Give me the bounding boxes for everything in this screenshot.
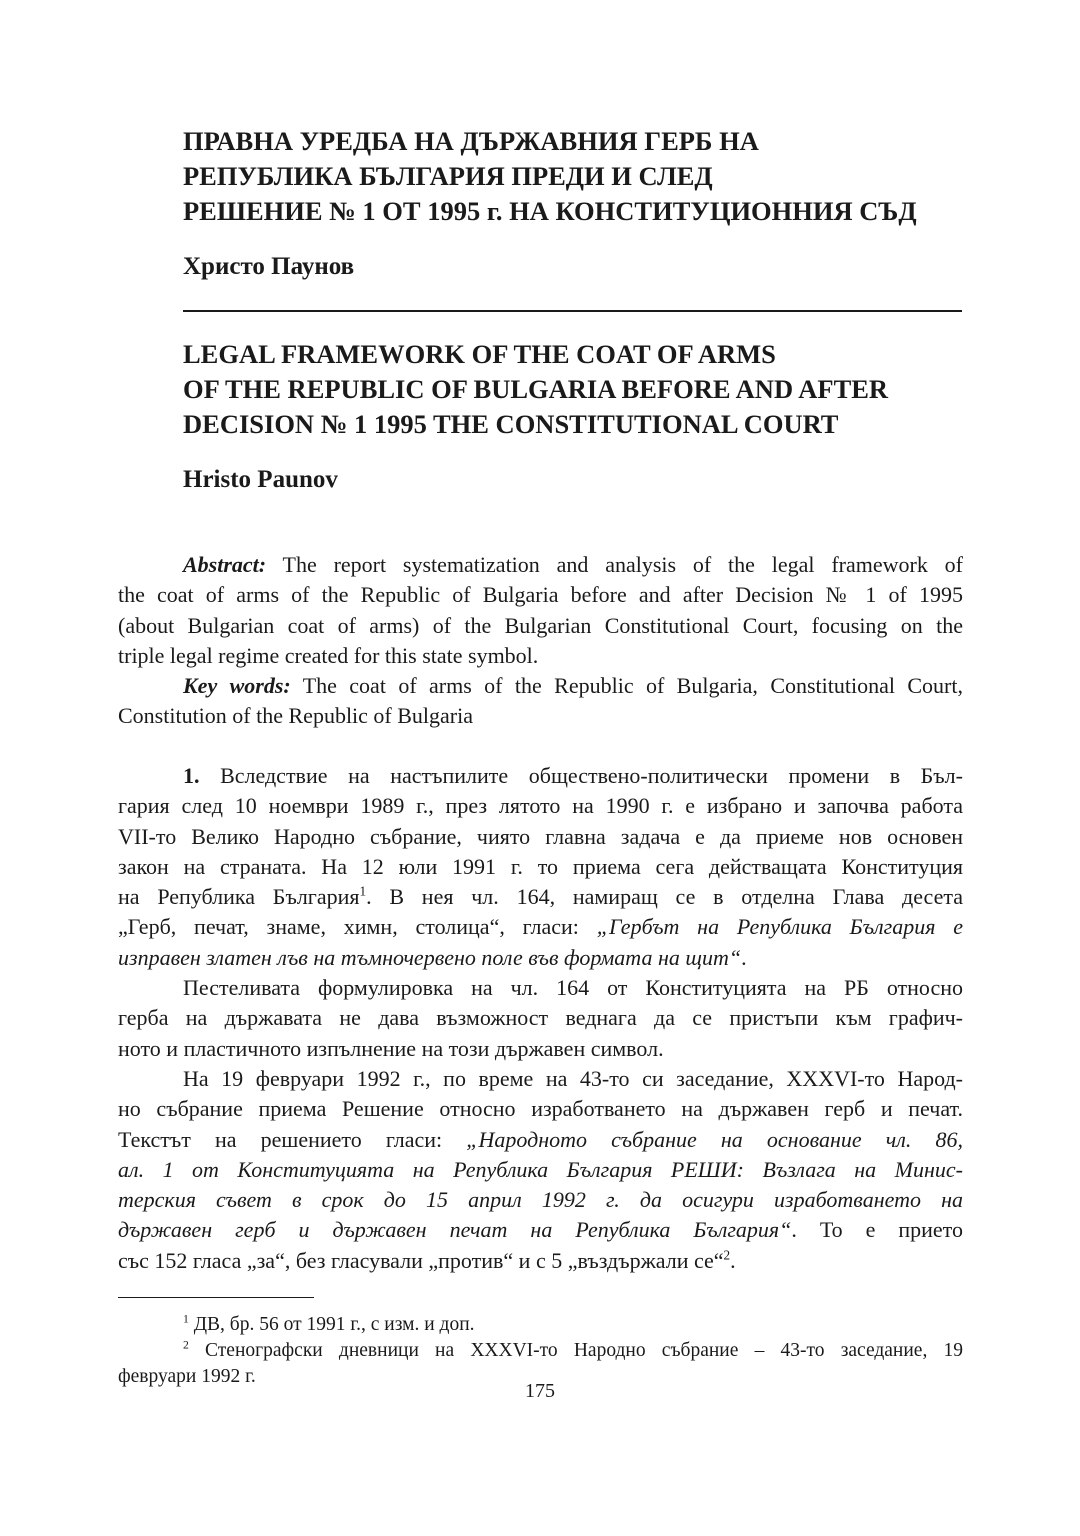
body-line: VII-то Велико Народно събрание, чиято главна задача е да приеме нов основен (118, 823, 963, 849)
author-bulgarian: Христо Паунов (183, 253, 355, 280)
body-line: Пестеливата формулировка на чл. 164 от Конституцията на РБ относно (183, 975, 963, 1001)
body-line: На 19 февруари 1992 г., по време на 43-то си заседание, XXXVI-то Народ- (183, 1065, 963, 1091)
body-line: със 152 гласа „за“, без гласували „против“ и с 5 „въздържали се“$^2$. (118, 1247, 736, 1273)
footnote-1: $^1$ ДВ, бр. 56 от 1991 г., с изм. и доп. (183, 1312, 475, 1335)
footnotes (118, 1312, 963, 1390)
body-line: ното и пластичното изпълнение на този държавен символ. (118, 1035, 664, 1061)
section-number: 1. (183, 763, 200, 788)
title-bg-line-1: ПРАВНА УРЕДБА НА ДЪРЖАВНИЯ ГЕРБ НА (183, 126, 759, 156)
keywords-label: Key words: (183, 673, 291, 699)
body-line: ал. 1 от Конституцията на Република България РЕШИ: Възлага на Минис- (118, 1156, 963, 1182)
body-line: герба на държавата не дава възможност веднага да се пристъпи към графич- (118, 1005, 963, 1031)
body-line: на Република България$^1$. В нея чл. 164, намиращ се в отделна Глава десета (118, 883, 963, 910)
title-en-line-1: LEGAL FRAMEWORK OF THE COAT OF ARMS (183, 339, 776, 369)
title-bg-line-2: РЕПУБЛИКА БЪЛГАРИЯ ПРЕДИ И СЛЕД (183, 161, 713, 191)
body-line: но събрание приема Решение относно изработването на държавен герб и печат. (118, 1096, 963, 1122)
title-bulgarian (183, 124, 973, 229)
footnote-2: $^2$ Стенографски дневници на XXXVI-то Народно събрание – 43-то заседание, 19 (183, 1338, 963, 1361)
title-divider (183, 310, 962, 312)
title-bg-line-3: РЕШЕНИЕ № 1 ОТ 1995 г. НА КОНСТИТУЦИОННИЯ СЪД (183, 196, 917, 226)
abstract (118, 550, 963, 732)
abstract-line: Abstract: The report systematization and analysis of the legal framework of (183, 552, 963, 577)
body-line: Текстът на решението гласи: „Народното събрание на основание чл. 86, (118, 1126, 963, 1152)
footnote-ref: 1 (359, 883, 367, 899)
body-line: гария след 10 ноември 1989 г., през лятото на 1990 г. е избрано и започва работа (118, 793, 963, 819)
body-line: закон на страната. На 12 юли 1991 г. то приема сега действащата Конституция (118, 853, 963, 879)
footnote-ref: 2 (723, 1247, 731, 1263)
body-text (118, 761, 963, 1276)
abstract-line: triple legal regime created for this state symbol. (118, 642, 539, 668)
body-line: „Герб, печат, знаме, химн, столица“, гласи: „Гербът на Република България е (118, 914, 964, 940)
author-english: Hristo Paunov (183, 466, 338, 493)
page-number: 175 (525, 1380, 555, 1402)
body-line: изправен златен лъв на тъмночервено поле във формата на щит“. (118, 944, 747, 970)
abstract-line: (about Bulgarian coat of arms) of the Bulgarian Constitutional Court, focusing on the (118, 612, 963, 638)
body-line: държавен герб и държавен печат на Република България“. То е прието (118, 1217, 963, 1243)
title-english (183, 337, 973, 442)
abstract-line: the coat of arms of the Republic of Bulgaria before and after Decision № 1 of 1995 (118, 582, 963, 608)
keywords-line: Constitution of the Republic of Bulgaria (118, 703, 474, 729)
title-en-line-3: DECISION № 1 1995 THE CONSTITUTIONAL COURT (183, 409, 839, 439)
body-line: 1. Вследствие на настъпилите обществено-политически промени в Бъл- (183, 763, 963, 788)
footnote-separator (118, 1297, 314, 1298)
keywords-line: Key words: The coat of arms of the Republic of Bulgaria, Constitutional Court, (183, 673, 963, 699)
title-en-line-2: OF THE REPUBLIC OF BULGARIA BEFORE AND AFTER (183, 374, 889, 404)
footnote-2-cont: февруари 1992 г. (118, 1366, 256, 1387)
body-line: терския съвет в срок до 15 април 1992 г. да осигури изработването на (118, 1187, 963, 1213)
abstract-label: Abstract: (183, 552, 267, 577)
